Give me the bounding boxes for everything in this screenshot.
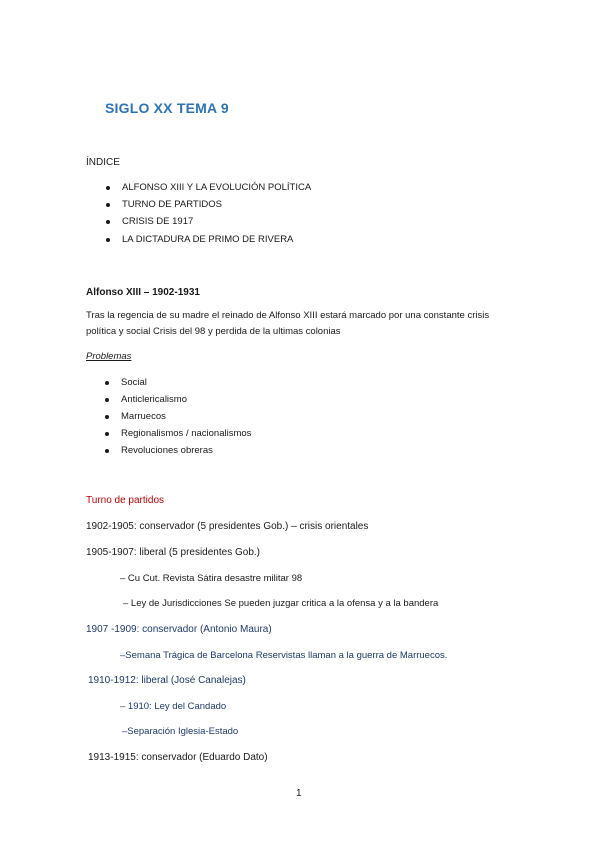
bullet-icon	[106, 220, 110, 224]
turno-line: 1910-1912: liberal (José Canalejas)	[88, 675, 246, 686]
bullet-icon	[105, 415, 109, 419]
bullet-icon	[105, 449, 109, 453]
bullet-icon	[105, 381, 109, 385]
turno-line: 1907 -1909: conservador (Antonio Maura)	[86, 624, 272, 635]
alfonso-heading: Alfonso XIII – 1902-1931	[86, 287, 200, 298]
turno-line: –Separación Iglesia-Estado	[122, 726, 239, 737]
problemas-item-label: Revoluciones obreras	[121, 445, 213, 456]
bullet-icon	[106, 186, 110, 190]
page-number: 1	[296, 788, 302, 799]
document-title: SIGLO XX TEMA 9	[105, 100, 229, 116]
turno-line: – 1910: Ley del Candado	[120, 701, 227, 712]
bullet-icon	[105, 432, 109, 436]
index-item-label: ALFONSO XIII Y LA EVOLUCIÓN POLÍTICA	[122, 182, 312, 193]
bullet-icon	[105, 398, 109, 402]
turno-line: 1902-1905: conservador (5 presidentes Gob.) – crisis orientales	[86, 521, 369, 532]
alfonso-paragraph-line: política y social Crisis del 98 y perdida de la ultimas colonias	[86, 326, 341, 337]
problemas-item-label: Anticlericalismo	[121, 394, 187, 405]
turno-line: 1905-1907: liberal (5 presidentes Gob.)	[86, 547, 260, 558]
bullet-icon	[106, 203, 110, 207]
problemas-item-label: Marruecos	[121, 411, 166, 422]
turno-line: – Cu Cut. Revista Sátira desastre militar 98	[120, 573, 303, 584]
bullet-icon	[106, 238, 110, 242]
problemas-heading: Problemas	[86, 351, 132, 362]
index-item-label: LA DICTADURA DE PRIMO DE RIVERA	[122, 234, 294, 245]
turno-heading: Turno de partidos	[86, 495, 165, 506]
turno-line: 1913-1915: conservador (Eduardo Dato)	[88, 752, 268, 763]
problemas-item-label: Social	[121, 377, 147, 388]
index-item-label: CRISIS DE 1917	[122, 216, 194, 227]
index-heading: ÍNDICE	[86, 157, 120, 168]
turno-line: –Semana Trágica de Barcelona Reservistas llaman a la guerra de Marruecos.	[120, 650, 448, 661]
turno-line: – Ley de Jurisdicciones Se pueden juzgar critica a la ofensa y a la bandera	[123, 598, 439, 609]
problemas-item-label: Regionalismos / nacionalismos	[121, 428, 252, 439]
index-item-label: TURNO DE PARTIDOS	[122, 199, 222, 210]
alfonso-paragraph-line: Tras la regencia de su madre el reinado de Alfonso XIII estará marcado por una constante crisis	[86, 310, 490, 321]
